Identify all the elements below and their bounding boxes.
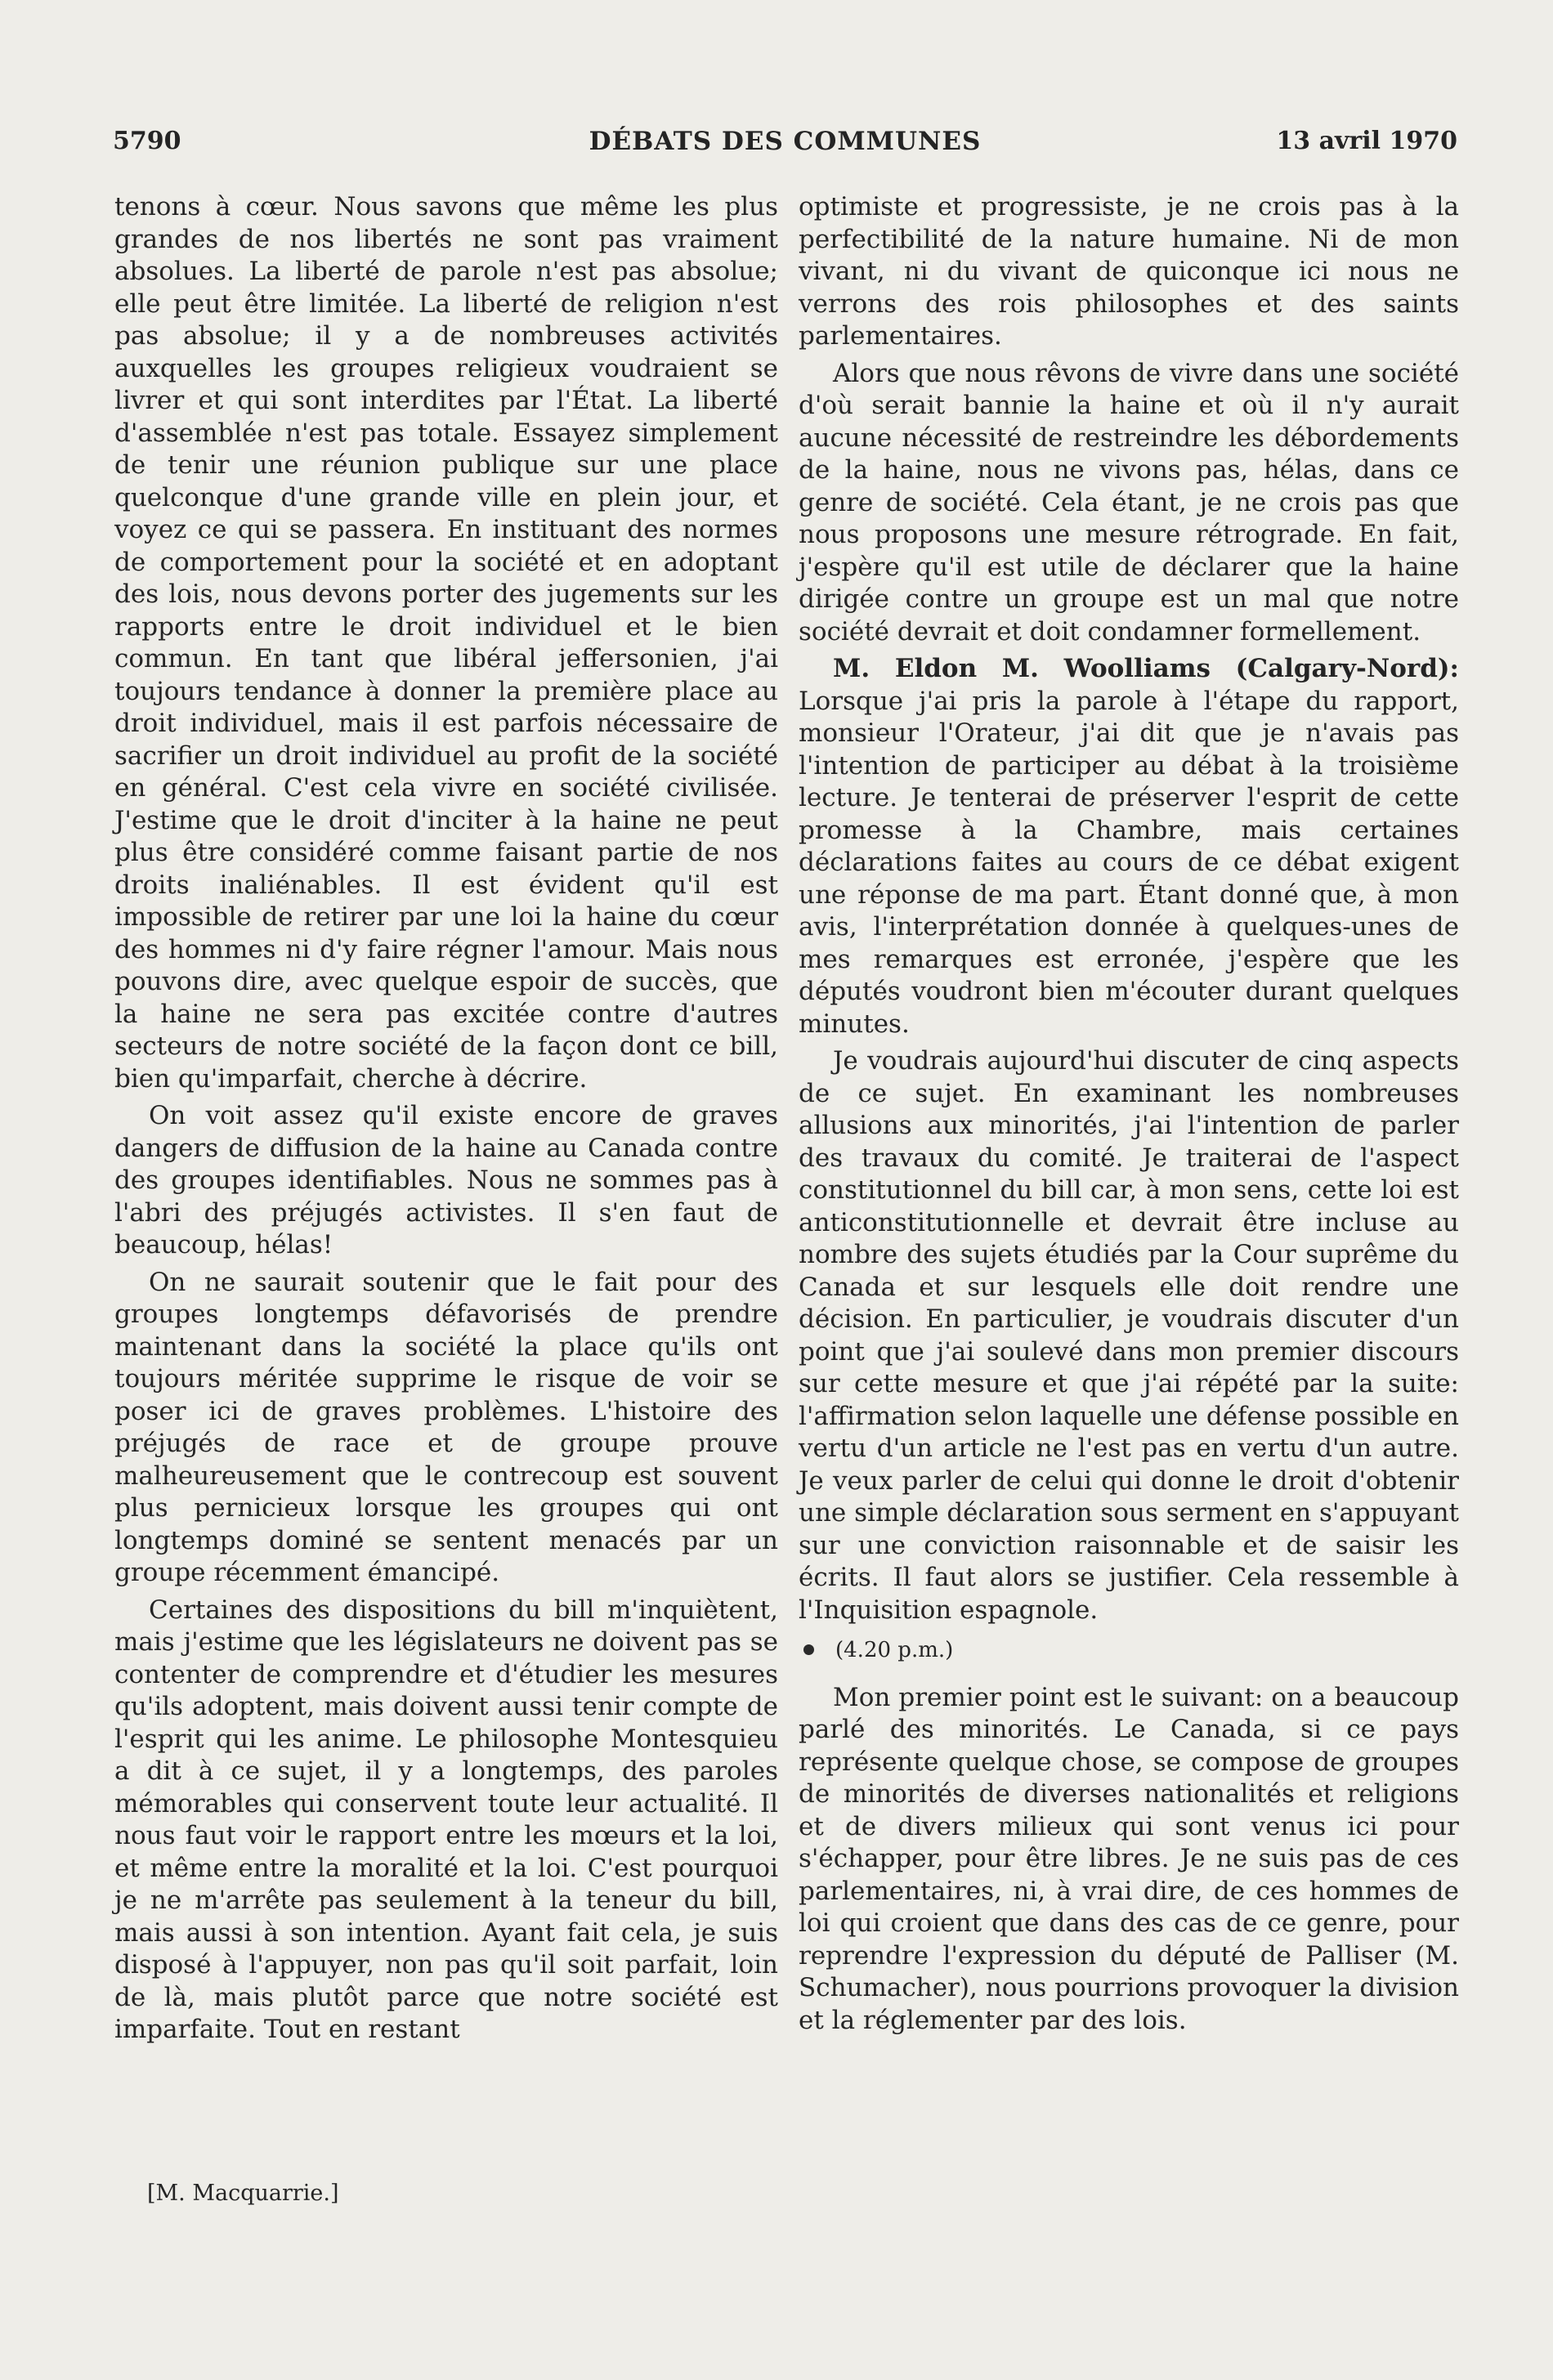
- speaker-paragraph: [799, 653, 1459, 1040]
- paragraph: Alors que nous rêvons de vivre dans une société d'où serait bannie la haine et où il n'y aurait aucune nécessité de restreindre les débordements de la haine, nous ne vivons pas, hélas, dans ce genre de société. Cela étant, je ne crois pas que nous proposons une mesure rétrograde. En fait, j'espère qu'il est utile de déclarer que la haine dirigée contre un groupe est un mal que notre société devrait et doit condamner formellement.: [799, 358, 1459, 646]
- paragraph: On ne saurait soutenir que le fait pour des groupes longtemps défavorisés de prendre maintenant dans la société la place qu'ils ont toujours méritée supprime le risque de voir se poser ici de graves problèmes. L'histoire des préjugés de race et de groupe prouve malheureusement que le contrecoup est souvent plus pernicieux lorsque les groupes qui ont longtemps dominé se sentent menacés par un groupe récemment émancipé.: [114, 1267, 778, 1587]
- paragraph: tenons à cœur. Nous savons que même les plus grandes de nos libertés ne sont pas vraiment absolues. La liberté de parole n'est pas absolue; elle peut être limitée. La liberté de religion n'est pas absolue; il y a de nombreuses activités auxquelles les groupes religieux voudraient se livrer et qui sont interdites par l'État. La liberté d'assemblée n'est pas totale. Essayez simplement de tenir une réunion publique sur une place quelconque d'une grande ville en plein jour, et voyez ce qui se passera. En instituant des normes de comportement pour la société et en adoptant des lois, nous devons porter des jugements sur les rapports entre le droit individuel et le bien commun. En tant que libéral jeffersonien, j'ai toujours tendance à donner la première place au droit individuel, mais il est parfois nécessaire de sacrifier un droit individuel au profit de la société en général. C'est cela vivre en société civilisée. J'estime que le droit d'inciter à la haine ne peut plus être considéré comme faisant partie de nos droits inaliénables. Il est évident qu'il est impossible de retirer par une loi la haine du cœur des hommes ni d'y faire régner l'amour. Mais nous pouvons dire, avec quelque espoir de succès, que la haine ne sera pas excitée contre d'autres secteurs de notre société de la façon dont ce bill, bien qu'imparfait, cherche à décrire.: [114, 192, 778, 1094]
- page-number: 5790: [113, 127, 181, 155]
- paragraph: optimiste et progressiste, je ne crois pas à la perfectibilité de la nature humaine. Ni de mon vivant, ni du vivant de quiconque ici nous ne verrons des rois philosophes et des saints parlementaires.: [799, 192, 1459, 351]
- time-stamp: (4.20 p.m.): [835, 1638, 954, 1662]
- paragraph: Mon premier point est le suivant: on a beaucoup parlé des minorités. Le Canada, si ce pays représente quelque chose, se compose de groupes de minorités de diverses nationalités et religions et de divers milieux qui sont venus ici pour s'échapper, pour être libres. Je ne suis pas de ces parlementaires, ni, à vrai dire, de ces hommes de loi qui croient que dans des cas de ce genre, pour reprendre l'expression du député de Palliser (M. Schumacher), nous pourrions provoquer la division et la réglementer par des lois.: [799, 1682, 1459, 2035]
- time-marker: [799, 1635, 1459, 1667]
- paragraph: Je voudrais aujourd'hui discuter de cinq aspects de ce sujet. En examinant les nombreuses allusions aux minorités, j'ai l'intention de parler des travaux du comité. Je traiterai de l'aspect constitutionnel du bill car, à mon sens, cette loi est anticonstitutionnelle et devrait être incluse au nombre des sujets étudiés par la Cour suprême du Canada et sur lesquels elle doit rendre une décision. En particulier, je voudrais discuter d'un point que j'ai soulevé dans mon premier discours sur cette mesure et que j'ai répété par la suite: l'affirmation selon laquelle une défense possible en vertu d'un article ne l'est pas en vertu d'un autre. Je veux parler de celui qui donne le droit d'obtenir une simple déclaration sous serment en s'appuyant sur une conviction raisonnable et de saisir les écrits. Il faut alors se justifier. Cela ressemble à l'Inquisition espagnole.: [799, 1046, 1459, 1625]
- left-column: [114, 191, 778, 2051]
- speech-text: Lorsque j'ai pris la parole à l'étape du rapport, monsieur l'Orateur, j'ai dit que je n'avais pas l'intention de participer au débat à la troisième lecture. Je tenterai de préserver l'esprit de cette promesse à la Chambre, mais certaines déclarations faites au cours de ce débat exigent une réponse de ma part. Étant donné que, à mon avis, l'interprétation donnée à quelques-unes de mes remarques est erronée, j'espère que les députés voudront bien m'écouter durant quelques minutes.: [799, 686, 1459, 1039]
- running-title: DÉBATS DES COMMUNES: [589, 127, 982, 156]
- bullet-icon: [803, 1644, 814, 1655]
- paragraph: On voit assez qu'il existe encore de graves dangers de diffusion de la haine au Canada contre des groupes identifiables. Nous ne sommes pas à l'abri des préjugés activistes. Il s'en faut de beaucoup, hélas!: [114, 1101, 778, 1259]
- paragraph: Certaines des dispositions du bill m'inquiètent, mais j'estime que les législateurs ne doivent pas se contenter de comprendre et d'étudier les mesures qu'ils adoptent, mais doivent aussi tenir compte de l'esprit qui les anime. Le philosophe Montesquieu a dit à ce sujet, il y a longtemps, des paroles mémorables qui conservent toute leur actualité. Il nous faut voir le rapport entre les mœurs et la loi, et même entre la moralité et la loi. C'est pourquoi je ne m'arrête pas seulement à la teneur du bill, mais aussi à son intention. Ayant fait cela, je suis disposé à l'appuyer, non pas qu'il soit parfait, loin de là, mais plutôt parce que notre société est imparfaite. Tout en restant: [114, 1595, 778, 2044]
- page-date: 13 avril 1970: [1276, 127, 1457, 155]
- speaker-name: M. Eldon M. Woolliams (Calgary-Nord):: [833, 654, 1459, 683]
- right-column: [799, 191, 1459, 2042]
- page-header: [113, 127, 1457, 168]
- speaker-attribution: [M. Macquarrie.]: [147, 2181, 339, 2206]
